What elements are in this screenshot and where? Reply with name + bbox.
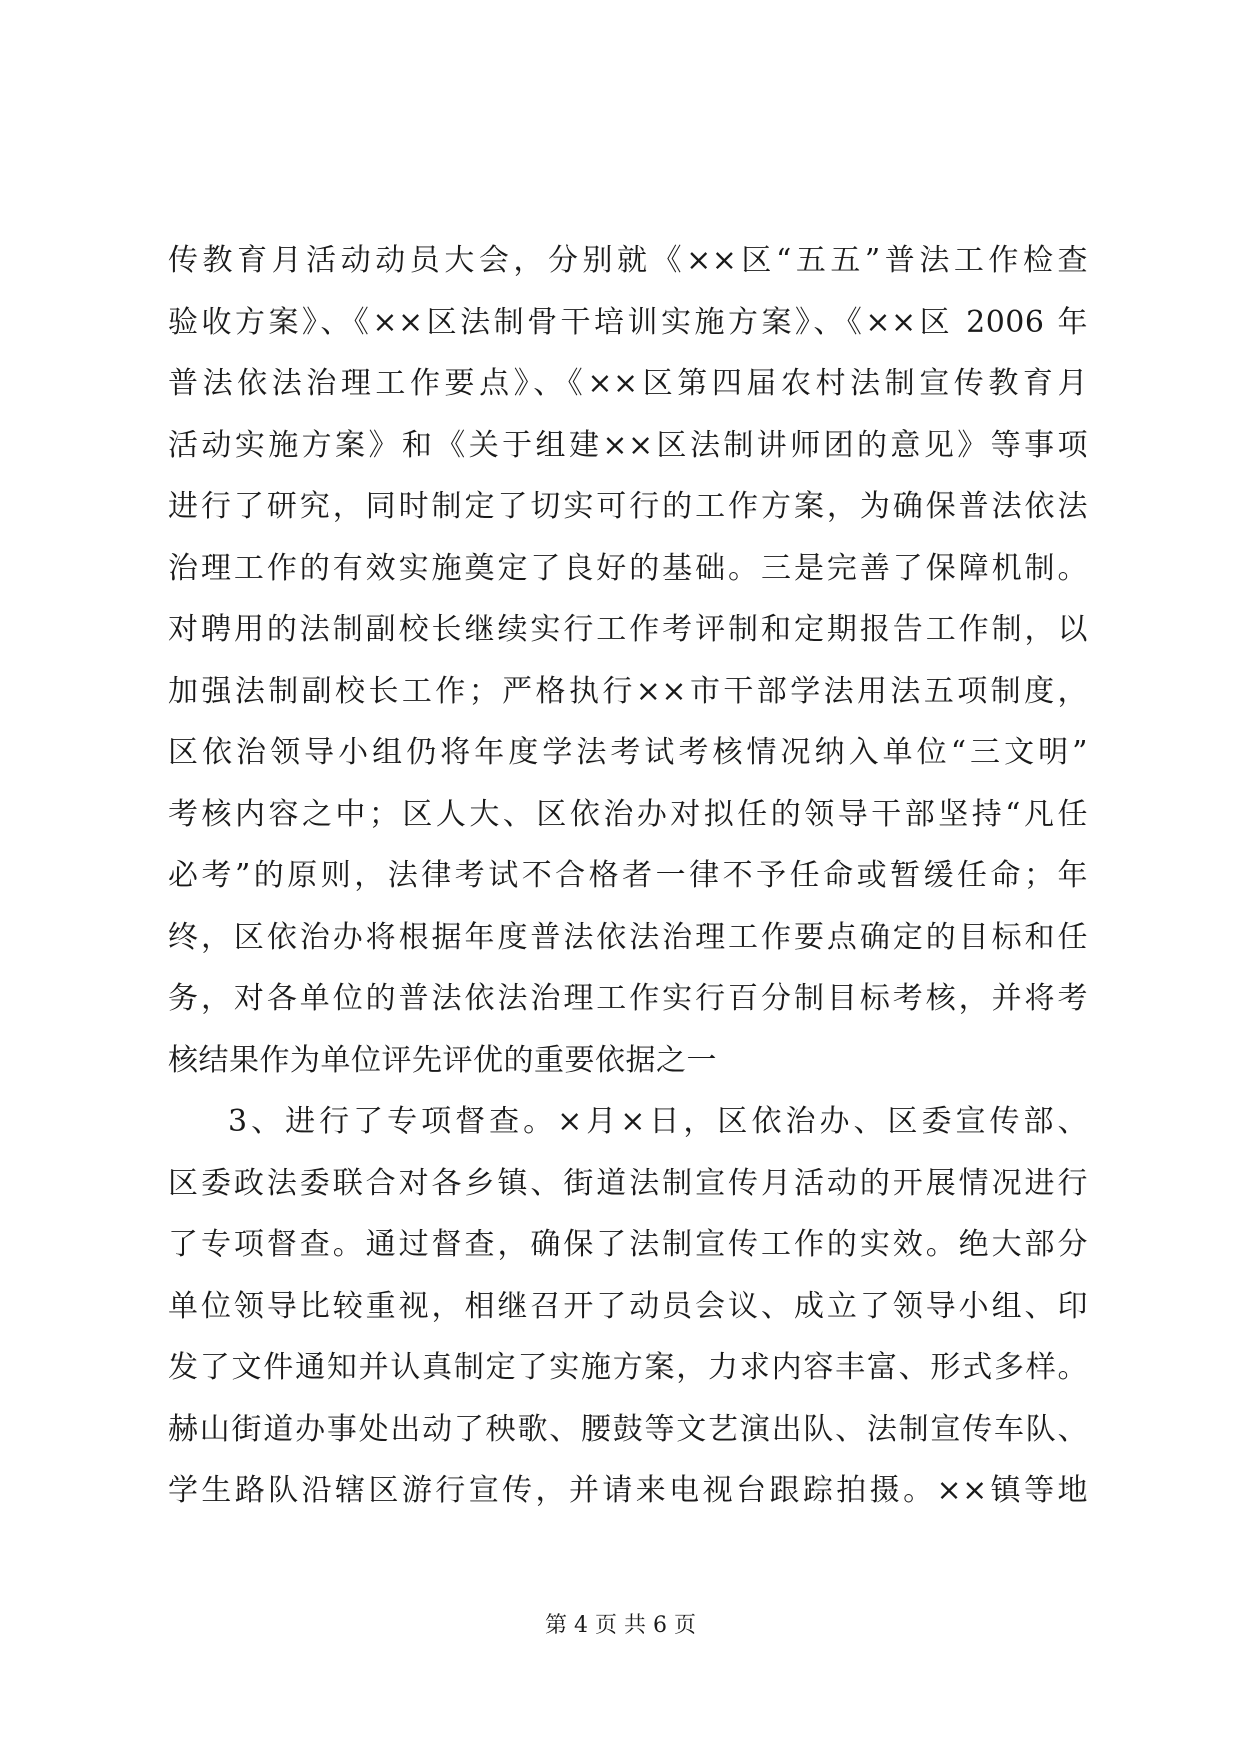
text-line: 核结果作为单位评先评优的重要依据之一 [168,1042,717,1078]
text-line: 区委政法委联合对各乡镇、街道法制宣传月活动的开展情况进行 [168,1165,1088,1201]
paragraph-1 [168,230,1088,1091]
text-line: 必考”的原则，法律考试不合格者一律不予任命或暂缓任命；年 [168,858,1088,893]
text-line: 进行了研究，同时制定了切实可行的工作方案，为确保普法依法 [168,489,1088,524]
paragraph-2 [168,1091,1088,1522]
text-line: 务，对各单位的普法依法治理工作实行百分制目标考核，并将考 [168,981,1088,1016]
text-line: 验收方案》、《××区法制骨干培训实施方案》、《××区 2006 年 [168,304,1088,340]
text-line: 加强法制副校长工作；严格执行××市干部学法用法五项制度， [168,673,1088,709]
text-line: 终，区依治办将根据年度普法依法治理工作要点确定的目标和任 [168,919,1088,955]
text-line: 了专项督查。通过督查，确保了法制宣传工作的实效。绝大部分 [168,1227,1088,1262]
text-line: 考核内容之中；区人大、区依治办对拟任的领导干部坚持“凡任 [168,796,1088,832]
text-line: 对聘用的法制副校长继续实行工作考评制和定期报告工作制，以 [168,612,1088,647]
text-line: 普法依法治理工作要点》、《××区第四届农村法制宣传教育月 [168,366,1088,401]
page-footer [0,1608,1241,1639]
text-line: 活动实施方案》和《关于组建××区法制讲师团的意见》等事项 [168,427,1088,463]
text-line: 单位领导比较重视，相继召开了动员会议、成立了领导小组、印 [168,1288,1088,1324]
body-text [168,230,1088,1522]
page-number: 第 4 页 共 6 页 [545,1613,696,1638]
text-line: 区依治领导小组仍将年度学法考试考核情况纳入单位“三文明” [168,735,1088,770]
text-line: 学生路队沿辖区游行宣传，并请来电视台跟踪拍摄。××镇等地 [168,1473,1088,1508]
text-line: 传教育月活动动员大会，分别就《××区“五五”普法工作检查 [168,243,1088,278]
text-line: 3、进行了专项督查。×月×日，区依治办、区委宣传部、 [228,1104,1088,1139]
text-line: 治理工作的有效实施奠定了良好的基础。三是完善了保障机制。 [168,550,1088,586]
text-line: 发了文件通知并认真制定了实施方案，力求内容丰富、形式多样。 [168,1350,1088,1385]
text-line: 赫山街道办事处出动了秧歌、腰鼓等文艺演出队、法制宣传车队、 [168,1411,1088,1447]
